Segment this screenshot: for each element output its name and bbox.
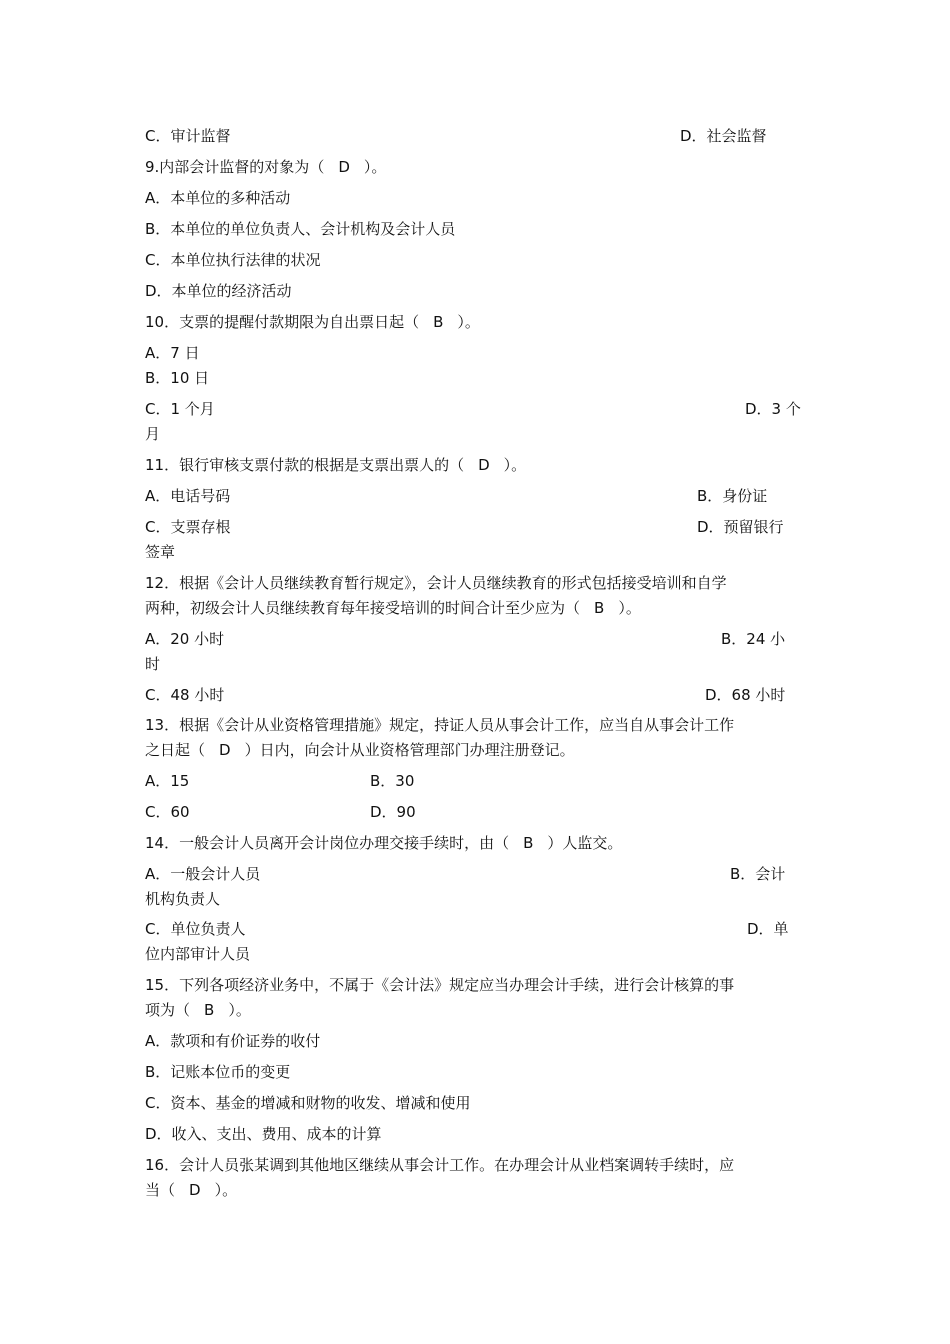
q9-option-d: D．本单位的经济活动 [145,282,292,300]
q11-answer: D [478,456,490,474]
q15-stem-post: ）。 [228,1001,251,1019]
q14-option-a: A．一般会计人员 [145,865,261,883]
q10-stem-pre: 10．支票的提醒付款期限为自出票日起（ [145,313,420,331]
q16-stem-post: ）。 [214,1181,238,1199]
q11-option-a: A．电话号码 [145,487,231,505]
q14-option-d-wrap: 位内部审计人员 [145,945,251,963]
q11-option-c: C．支票存根 [145,518,231,536]
q12-option-d: D．68 小时 [705,686,786,704]
q8-option-c: C．审计监督 [145,127,231,145]
q8-option-d: D．社会监督 [680,127,767,145]
q10-option-c: C．1 个月 [145,400,215,418]
q10-stem [145,312,480,332]
q14-stem-pre: 14．一般会计人员离开会计岗位办理交接手续时，由（ [145,834,510,852]
q13-stem-post: ）日内，向会计从业资格管理部门办理注册登记。 [244,741,575,759]
q11-stem [145,455,526,475]
q16-stem-line2 [145,1180,237,1200]
q15-answer: B [204,1001,215,1019]
q15-option-c: C．资本、基金的增减和财物的收发、增减和使用 [145,1094,471,1112]
q13-stem-pre: 之日起（ [145,741,206,759]
q15-stem-pre: 项为（ [145,1001,191,1019]
q12-stem-line2 [145,598,641,618]
q12-option-a: A．20 小时 [145,630,225,648]
q9-stem-pre: 9.内部会计监督的对象为（ [145,158,325,176]
q15-option-d: D．收入、支出、费用、成本的计算 [145,1125,382,1143]
q13-option-d: D．90 [370,803,416,821]
q12-stem-line1: 12．根据《会计人员继续教育暂行规定》，会计人员继续教育的形式包括接受培训和自学 [145,574,727,592]
q13-option-a: A．15 [145,772,190,790]
q16-stem-pre: 当（ [145,1181,176,1199]
q12-stem-post: ）。 [618,599,641,617]
q9-option-b: B．本单位的单位负责人、会计机构及会计人员 [145,220,456,238]
q10-option-b: B．10 日 [145,369,210,387]
q9-stem-post: ）。 [363,158,387,176]
q9-option-a: A．本单位的多种活动 [145,189,291,207]
q13-option-b: B．30 [370,772,415,790]
q13-stem-line1: 13．根据《会计从业资格管理措施》规定，持证人员从事会计工作，应当自从事会计工作 [145,716,735,734]
q12-option-b-wrap: 时 [145,655,161,673]
q11-option-b: B．身份证 [697,487,768,505]
q9-option-c: C．本单位执行法律的状况 [145,251,321,269]
q14-option-b: B．会计 [730,865,786,883]
q14-option-c: C．单位负责人 [145,920,246,938]
q16-answer: D [189,1181,201,1199]
q15-stem-line2 [145,1000,251,1020]
q13-stem-line2 [145,740,575,760]
q11-stem-pre: 11．银行审核支票付款的根据是支票出票人的（ [145,456,465,474]
q15-stem-line1: 15．下列各项经济业务中，不属于《会计法》规定应当办理会计手续，进行会计核算的事 [145,976,735,994]
q15-option-b: B．记账本位币的变更 [145,1063,291,1081]
q14-answer: B [523,834,534,852]
q13-option-c: C．60 [145,803,190,821]
q10-stem-post: ）。 [457,313,480,331]
q15-option-a: A．款项和有价证券的收付 [145,1032,321,1050]
q12-option-c: C．48 小时 [145,686,225,704]
q10-option-d: D．3 个 [745,400,801,418]
q13-answer: D [219,741,231,759]
q16-stem-line1: 16．会计人员张某调到其他地区继续从事会计工作。在办理会计从业档案调转手续时，应 [145,1156,735,1174]
q10-option-a: A．7 日 [145,344,200,362]
q11-option-d: D．预留银行 [697,518,784,536]
q10-option-d-wrap: 月 [145,425,161,443]
q10-answer: B [433,313,444,331]
q11-stem-post: ）。 [503,456,527,474]
q9-answer: D [338,158,350,176]
q14-option-b-wrap: 机构负责人 [145,890,221,908]
q12-answer: B [594,599,605,617]
q14-stem [145,833,622,853]
q14-stem-post: ）人监交。 [547,834,623,852]
q11-option-d-wrap: 签章 [145,543,176,561]
q12-option-b: B．24 小 [721,630,786,648]
q9-stem [145,157,386,177]
q14-option-d: D．单 [747,920,789,938]
q12-stem-pre: 两种，初级会计人员继续教育每年接受培训的时间合计至少应为（ [145,599,581,617]
